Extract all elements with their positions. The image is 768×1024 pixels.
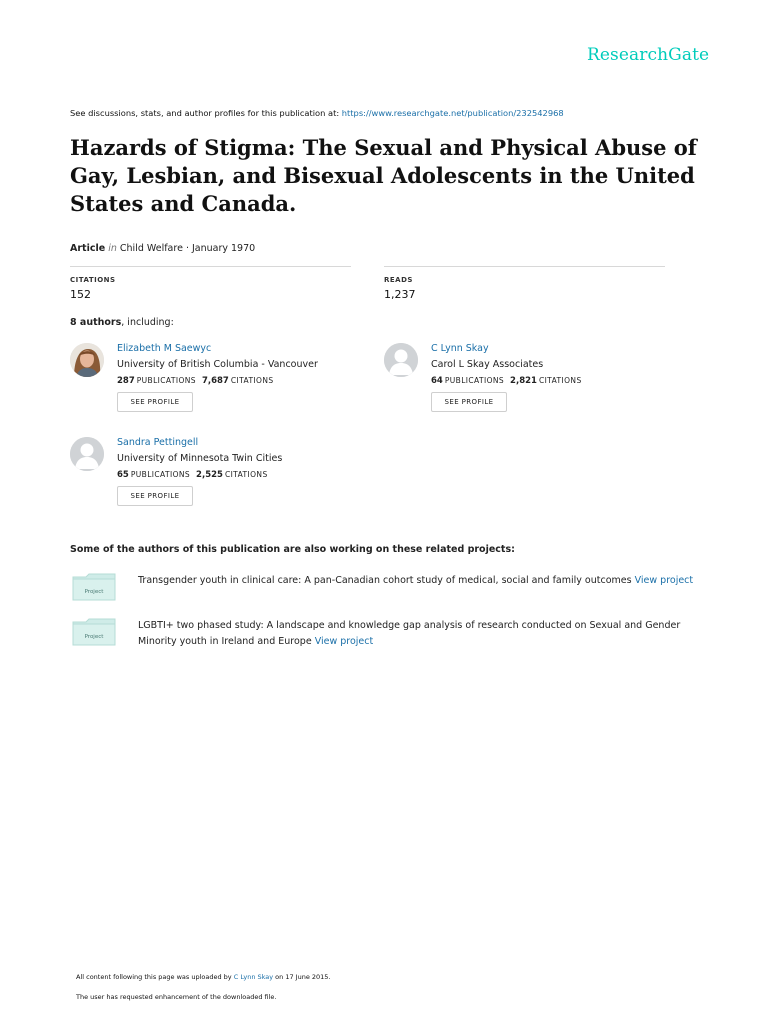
authors-heading-suffix: , including: [121,317,174,328]
citations-label: CITATIONS [538,376,582,385]
citations-label: CITATIONS [70,276,116,284]
default-avatar-icon[interactable] [384,343,418,377]
publication-type: Article [70,243,106,254]
citations-label: CITATIONS [230,376,274,385]
publication-url-link[interactable]: https://www.researchgate.net/publication/232542968 [341,108,564,118]
author-citations-count: 2,821 [510,376,537,386]
citations-value: 152 [70,288,91,301]
profiles-notice [70,108,564,118]
author-publications-count: 65 [117,470,129,480]
author-citations-count: 7,687 [201,376,229,386]
author-card [70,343,370,423]
author-name[interactable]: Sandra Pettingell [117,437,199,448]
author-card [70,437,370,517]
project-description [138,573,698,589]
see-profile-button[interactable]: SEE PROFILE [117,486,193,506]
authors-heading [70,317,174,328]
publications-label: PUBLICATIONS [136,376,196,385]
project-folder-icon [72,573,116,601]
project-title: LGBTI+ two phased study: A landscape and knowledge gap analysis of research conducted on Sexual and Gender Minority youth in Ireland and Europe [138,620,681,647]
uploader-link[interactable]: C Lynn Skay [233,973,274,981]
author-publications-count: 287 [117,376,135,386]
upload-notice [76,973,331,981]
see-profile-button[interactable]: SEE PROFILE [431,392,507,412]
divider-right [384,266,665,267]
author-citations-count: 2,525 [196,470,223,480]
author-stats [117,470,274,480]
author-stats [117,376,280,386]
journal-and-date: Child Welfare · January 1970 [119,243,256,254]
profiles-notice-text: See discussions, stats, and author profiles for this publication at: [70,108,342,118]
upload-prefix: All content following this page was uploaded by [76,973,234,981]
default-avatar-icon[interactable] [70,437,104,471]
view-project-link[interactable]: View project [314,636,374,647]
meta-in-word: in [108,243,117,254]
author-institution: Carol L Skay Associates [431,359,544,370]
see-profile-button[interactable]: SEE PROFILE [117,392,193,412]
author-stats [431,376,588,386]
divider-left [70,266,351,267]
publication-title: Hazards of Stigma: The Sexual and Physical Abuse of Gay, Lesbian, and Bisexual Adolescents in the United States and Canada. [70,135,697,216]
author-institution: University of Minnesota Twin Cities [117,453,283,464]
author-institution: University of British Columbia - Vancouver [117,359,318,370]
enhancement-notice: The user has requested enhancement of the downloaded file. [76,993,277,1001]
project-description [138,618,698,650]
author-name[interactable]: Elizabeth M Saewyc [117,343,212,354]
author-name[interactable]: C Lynn Skay [431,343,489,354]
publications-label: PUBLICATIONS [444,376,505,385]
related-projects-heading: Some of the authors of this publication are also working on these related projects: [70,544,515,555]
reads-value: 1,237 [384,288,416,301]
author-card [384,343,684,423]
project-folder-icon [72,618,116,646]
citations-label: CITATIONS [224,470,268,479]
publication-meta [70,243,255,254]
author-publications-count: 64 [431,376,443,386]
reads-label: READS [384,276,413,284]
project-folder-label: Project [84,634,104,640]
researchgate-logo[interactable]: ResearchGate [587,45,710,65]
view-project-link[interactable]: View project [634,575,694,586]
project-title: Transgender youth in clinical care: A pan-Canadian cohort study of medical, social and family outcomes [138,575,635,586]
project-folder-label: Project [84,589,104,595]
author-photo[interactable] [70,343,104,377]
upload-suffix: on 17 June 2015. [273,973,331,981]
publications-label: PUBLICATIONS [130,470,191,479]
authors-count: 8 authors [70,317,122,328]
